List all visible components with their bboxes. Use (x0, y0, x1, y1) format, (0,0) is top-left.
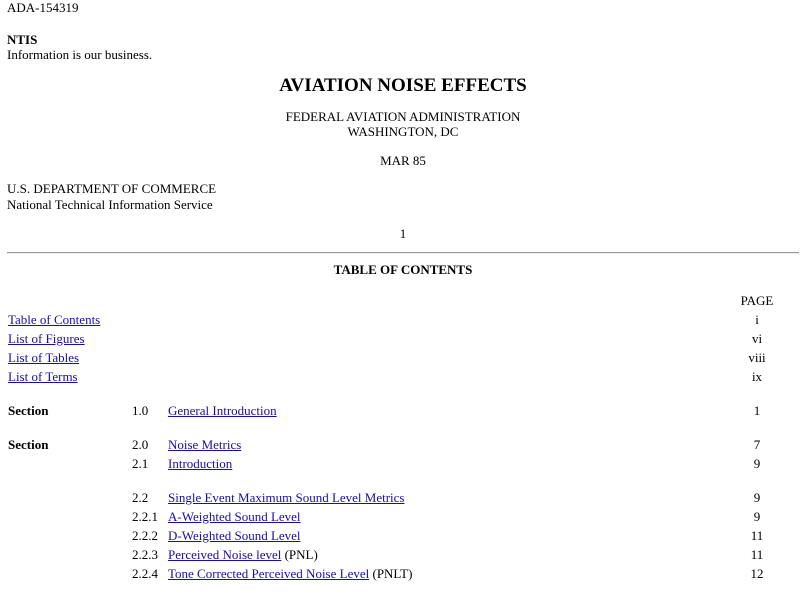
toc-row (4, 367, 796, 386)
toc-link-single-event-max-sound-level[interactable]: Single Event Maximum Sound Level Metrics (168, 489, 405, 505)
page-column-label: PAGE (740, 292, 774, 308)
section-number: 2.2.2 (132, 527, 158, 543)
toc-link-a-weighted-sound-level[interactable]: A-Weighted Sound Level (168, 508, 301, 524)
toc-row (4, 348, 796, 367)
toc-link-list-of-terms[interactable]: List of Terms (8, 368, 78, 384)
toc-page: 9 (753, 489, 761, 505)
toc-row (4, 526, 796, 545)
section-number: 1.0 (132, 402, 149, 418)
agency-location: WASHINGTON, DC (347, 124, 459, 139)
toc-page: i (755, 311, 759, 327)
toc-page: vi (751, 330, 763, 346)
toc-row (4, 564, 796, 583)
section-number: 2.0 (132, 436, 149, 452)
toc-header-row (4, 291, 796, 310)
agency-name: FEDERAL AVIATION ADMINISTRATION (285, 109, 521, 124)
toc-page: 12 (750, 565, 764, 581)
toc-page: 11 (750, 546, 764, 562)
toc-link-introduction[interactable]: Introduction (168, 455, 233, 471)
toc-page: 1 (753, 402, 761, 418)
section-label: Section (8, 436, 49, 452)
toc-row (4, 310, 796, 329)
toc-title-suffix: (PNL) (281, 546, 318, 562)
horizontal-rule (7, 252, 799, 254)
toc-row (4, 401, 796, 420)
toc-row (4, 329, 796, 348)
distributor-service: National Technical Information Service (7, 197, 213, 212)
toc-title-suffix: (PNLT) (369, 565, 413, 581)
toc-page: ix (751, 368, 763, 384)
toc-row (4, 507, 796, 526)
section-number: 2.2.3 (132, 546, 158, 562)
toc-page: 7 (753, 436, 761, 452)
toc-link-tone-corrected-pnl[interactable]: Tone Corrected Perceived Noise Level (168, 565, 370, 581)
toc-row (4, 488, 796, 507)
publisher-tagline: Information is our business. (7, 47, 153, 62)
toc-link-noise-metrics[interactable]: Noise Metrics (168, 436, 242, 452)
toc-page: viii (748, 349, 766, 365)
toc-link-perceived-noise-level[interactable]: Perceived Noise level (168, 546, 282, 562)
toc-page: 11 (750, 527, 764, 543)
toc-table (4, 291, 796, 583)
section-number: 2.2 (132, 489, 149, 505)
section-number: 2.1 (132, 455, 149, 471)
toc-heading: TABLE OF CONTENTS (333, 262, 473, 277)
toc-link-d-weighted-sound-level[interactable]: D-Weighted Sound Level (168, 527, 301, 543)
distributor-department: U.S. DEPARTMENT OF COMMERCE (7, 181, 217, 196)
toc-page: 9 (753, 455, 761, 471)
publisher-name: NTIS (7, 32, 38, 47)
toc-link-table-of-contents[interactable]: Table of Contents (8, 311, 101, 327)
toc-row (4, 545, 796, 564)
toc-row (4, 435, 796, 454)
toc-link-list-of-tables[interactable]: List of Tables (8, 349, 80, 365)
toc-link-general-introduction[interactable]: General Introduction (168, 402, 277, 418)
section-number: 2.2.4 (132, 565, 158, 581)
page-number: 1 (399, 226, 407, 241)
document-id: ADA-154319 (7, 0, 79, 15)
toc-page: 9 (753, 508, 761, 524)
document-title: AVIATION NOISE EFFECTS (279, 75, 527, 96)
toc-row (4, 454, 796, 473)
toc-link-list-of-figures[interactable]: List of Figures (8, 330, 85, 346)
section-number: 2.2.1 (132, 508, 158, 524)
section-label: Section (8, 402, 49, 418)
document-date: MAR 85 (380, 153, 426, 168)
